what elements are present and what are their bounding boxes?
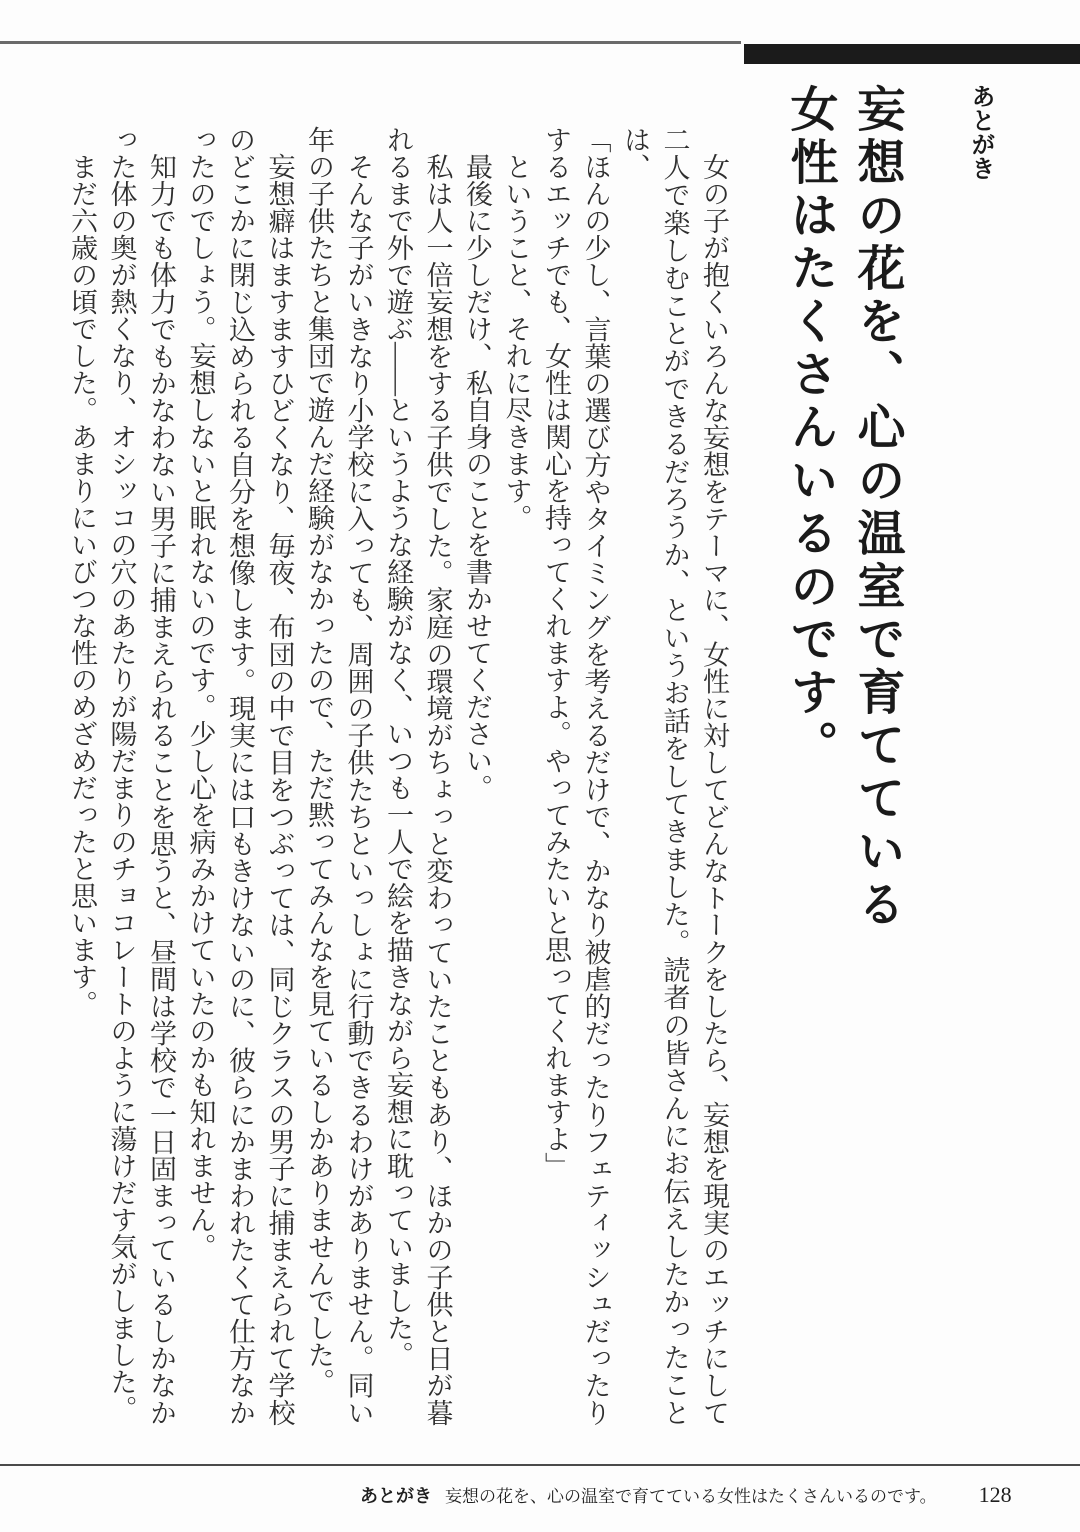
paragraph: 女の子が抱くいろんな妄想をテーマに、女性に対してどんなトークをしたら、妄想を現実のエッチにして二人で楽しむことができるだろうか、というお話をしてきました。読者の皆さんにお伝えしたかったことは、 — [620, 126, 729, 1427]
top-rule — [0, 41, 741, 44]
section-label: あとがき — [967, 84, 994, 180]
footer-section-label: あとがき — [360, 1486, 432, 1506]
paragraph: ということ、それに尽きます。 — [501, 153, 532, 531]
paragraph: 最後に少しだけ、私自身のことを書かせてください。 — [462, 153, 492, 801]
page-title-line2: 女性はたくさんいるのです。 — [783, 84, 836, 773]
paragraph: まだ六歳の頃でした。あまりにいびつな性のめざめだったと思います。 — [67, 153, 97, 1017]
footer-rule — [0, 1464, 1080, 1466]
paragraph: そんな子がいきなり小学校に入っても、周囲の子供たちといっしょに行動できるわけがありません。同い年の子供たちと集団で遊んだ経験がなかったので、ただ黙ってみんなを見ているしかありませんでした。 — [304, 126, 374, 1426]
footer — [360, 1482, 1012, 1508]
page-title-line1: 妄想の花を、心の温室で育てている — [850, 84, 903, 932]
paragraph: 妄想癖はますますひどくなり、毎夜、布団の中で目をつぶっては、同じクラスの男子に捕まえられて学校のどこかに閉じ込められる自分を想像します。現実には口もきけないのに、彼らにかまわれたくて仕方なかったのでしょう。妄想しないと眠れないのです。少し心を病みかけていたのかも知れません。 — [185, 126, 295, 1426]
paragraph: 「ほんの少し、言葉の選び方やタイミングを考えるだけで、かなり被虐的だったりフェティッシュだったりするエッチでも、女性は関心を持ってくれますよ。やってみたいと思ってくれますよ」 — [541, 126, 611, 1426]
paragraph: 私は人一倍妄想をする子供でした。家庭の環境がちょっと変わっていたこともあり、ほかの子供と日が暮れるまで外で遊ぶ――というような経験がなく、いつも一人で絵を描きながら妄想に耽っていました。 — [383, 126, 453, 1426]
page-title — [776, 84, 910, 932]
body-text — [62, 126, 734, 1426]
header-black-bar — [744, 44, 1080, 64]
footer-page-number: 128 — [978, 1482, 1012, 1507]
paragraph: 知力でも体力でもかなわない男子に捕まえられることを思うと、昼間は学校で一日固まっているしかなかった体の奥が熱くなり、オシッコの穴のあたりが陽だまりのチョコレートのように蕩けだす気がしました。 — [106, 126, 176, 1426]
footer-running-title: 妄想の花を、心の温室で育てている女性はたくさんいるのです。 — [445, 1487, 937, 1506]
